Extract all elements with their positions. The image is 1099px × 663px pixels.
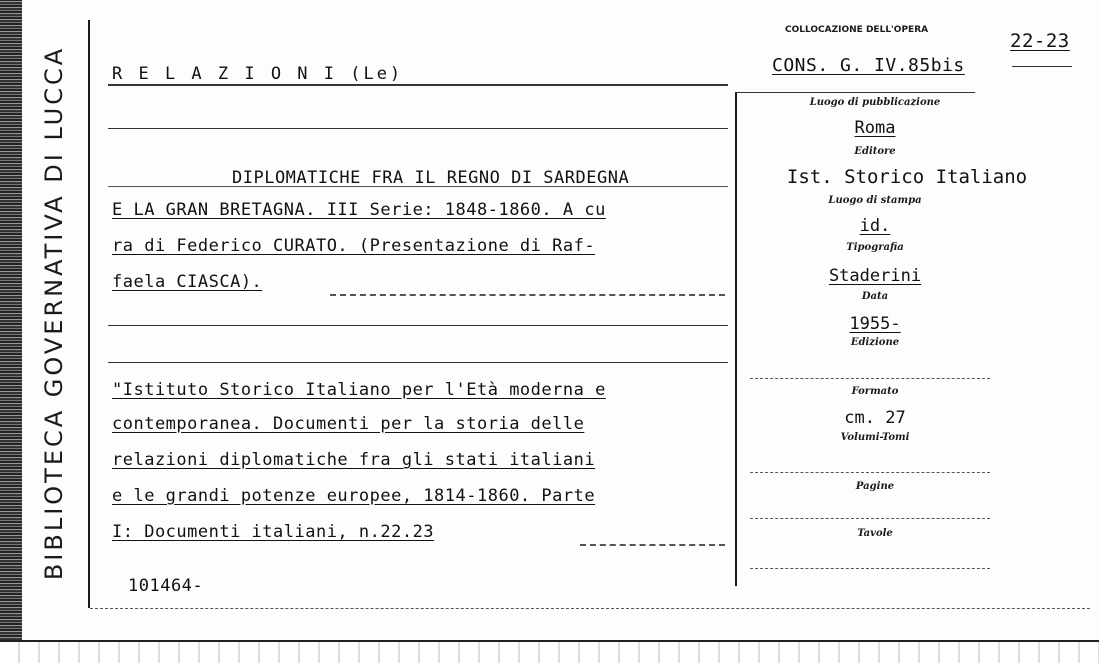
title-line-3: ra di Federico CURATO. (Presentazione di Raf-: [112, 236, 596, 256]
luogo-pubblicazione-value: Roma: [854, 118, 896, 138]
title-line-4: faela CIASCA).: [112, 272, 263, 292]
blank-rule-3: [108, 362, 728, 363]
series-line-1: "Istituto Storico Italiano per l'Età moderna e: [112, 380, 606, 400]
tavole-label: Tavole: [857, 528, 893, 539]
edizione-rule: [750, 378, 990, 379]
blank-rule-2: [108, 325, 728, 326]
editore-label: Editore: [854, 146, 896, 157]
left-margin-line: [88, 20, 90, 608]
series-line-5: I: Documenti italiani, n.22.23: [112, 522, 435, 542]
title-rule: [108, 84, 728, 86]
luogo-stampa-label: Luogo di stampa: [828, 195, 922, 206]
library-name: BIBLIOTECA GOVERNATIVA DI LUCCA: [40, 45, 68, 581]
tipografia-label: Tipografia: [846, 242, 904, 253]
formato-value: cm. 27: [844, 408, 906, 428]
title-rule-5: [330, 294, 725, 296]
inventory-number: 101464-: [128, 576, 204, 596]
card-number: 22-23: [1010, 30, 1070, 52]
library-spine: [34, 8, 74, 618]
editore-value: Ist. Storico Italiano: [786, 166, 1028, 188]
tipografia-value: Staderini: [828, 266, 922, 286]
formato-label: Formato: [851, 386, 899, 397]
title-line-2: E LA GRAN BRETAGNA. III Serie: 1848-1860. A cu: [112, 200, 606, 220]
collocazione-label: COLLOCAZIONE DELL'OPERA: [785, 25, 929, 35]
card-bottom-edge: [0, 640, 1099, 663]
title-rule-2: [108, 186, 728, 187]
series-line-2: contemporanea. Documenti per la storia delle: [112, 414, 585, 434]
volumi-label: Volumi-Tomi: [840, 432, 910, 443]
card-edge: [0, 0, 22, 661]
edizione-label: Edizione: [850, 337, 900, 348]
right-column-line: [735, 92, 737, 586]
title-line-1: DIPLOMATICHE FRA IL REGNO DI SARDEGNA: [232, 168, 630, 188]
title-heading: R E L A Z I O N I (Le): [112, 64, 404, 84]
volumi-rule: [750, 472, 990, 473]
series-line-3: relazioni diplomatiche fra gli stati italiani: [112, 450, 596, 470]
header-rule: [1012, 66, 1072, 67]
pagine-label: Pagine: [855, 481, 895, 492]
data-label: Data: [861, 291, 889, 302]
collocazione-value: CONS. G. IV.85bis: [772, 55, 965, 76]
luogo-stampa-value: id.: [859, 216, 891, 236]
tavole-rule: [750, 568, 990, 569]
series-line-4: e le grandi potenze europee, 1814-1860. Parte: [112, 486, 596, 506]
series-rule-5: [580, 544, 725, 546]
luogo-pubblicazione-label: Luogo di pubblicazione: [809, 97, 941, 108]
blank-rule-1: [108, 128, 728, 129]
data-value: 1955-: [849, 314, 901, 334]
bottom-dashed-rule: [90, 608, 1090, 609]
pagine-rule: [750, 518, 990, 519]
right-column-top: [735, 92, 975, 93]
